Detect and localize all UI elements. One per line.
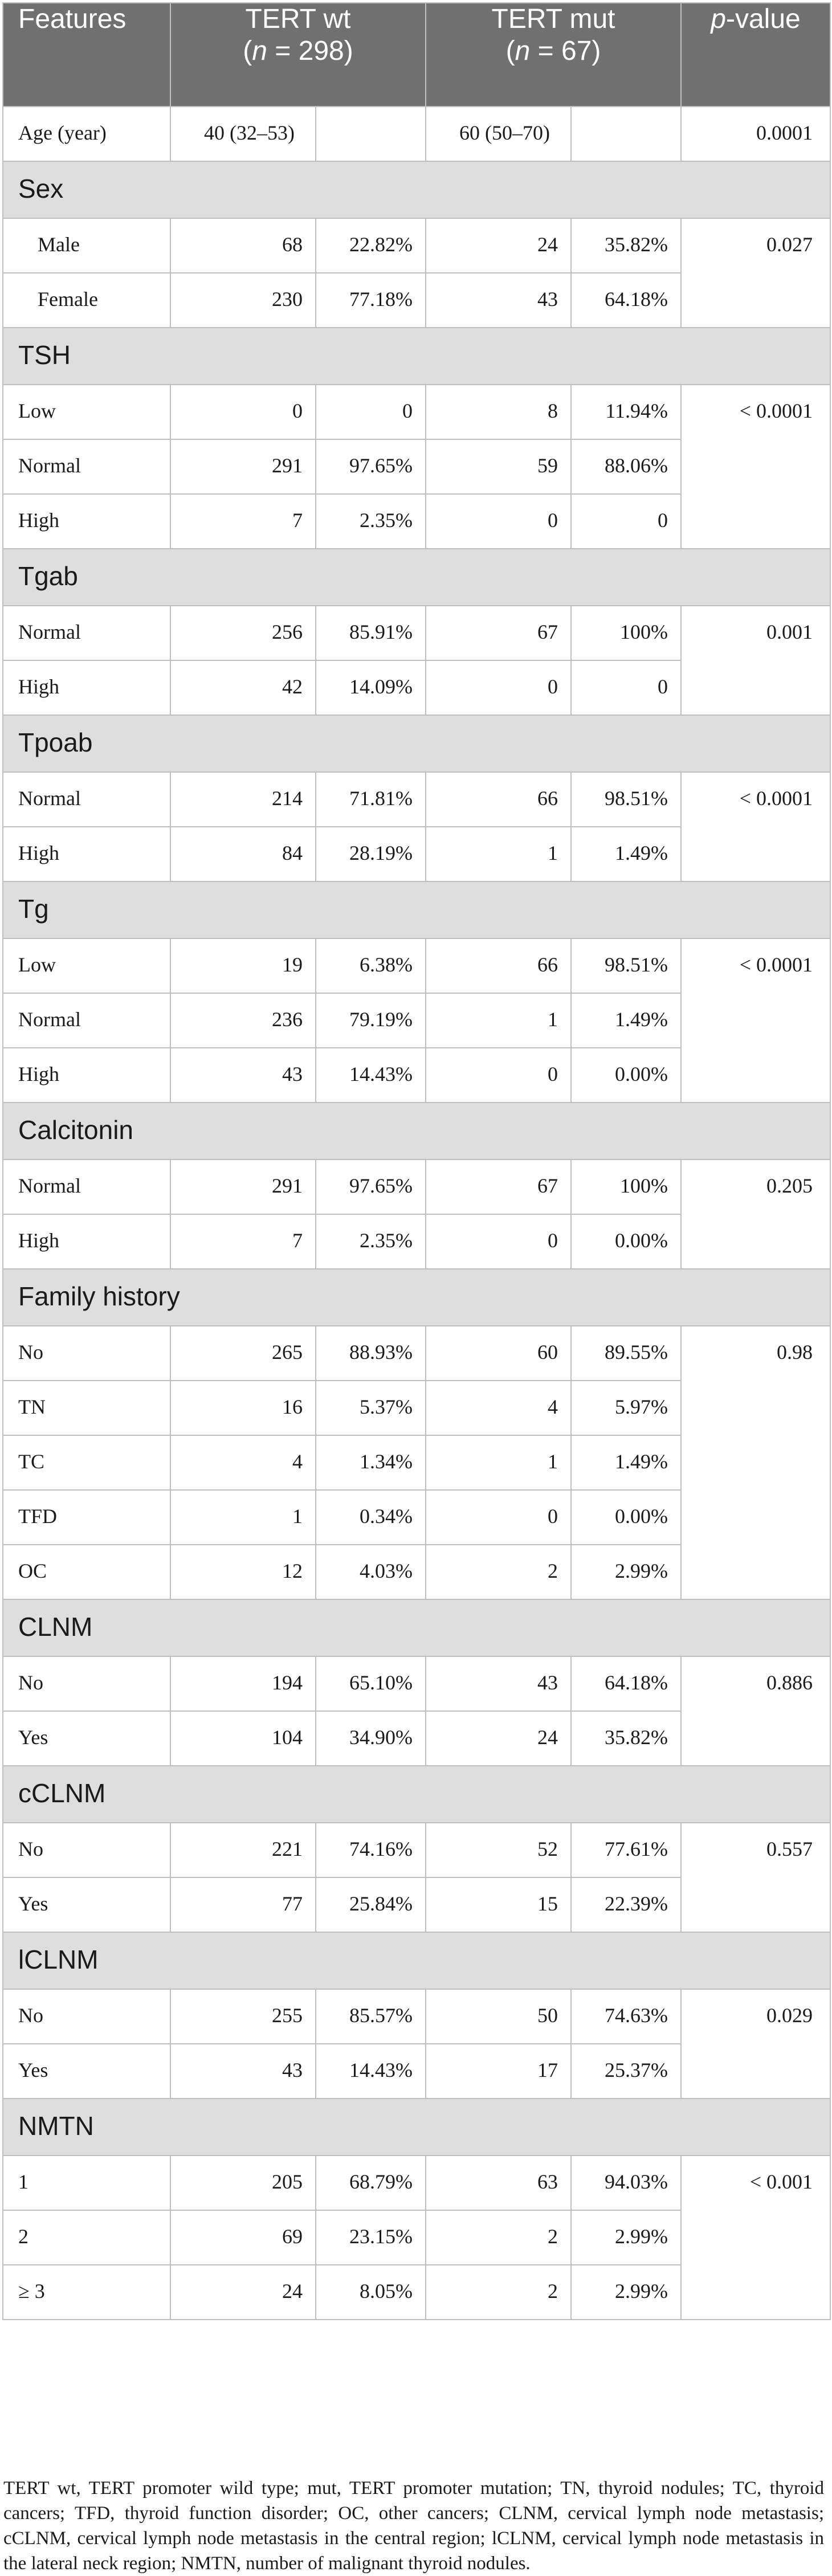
age-p-value: 0.0001 <box>681 107 830 161</box>
wt-count: 265 <box>170 1326 316 1381</box>
mut-percent: 77.61% <box>571 1823 681 1877</box>
section-title: lCLNM <box>3 1932 830 1989</box>
section-p-value: 0.98 <box>681 1326 830 1599</box>
section-title: Family history <box>3 1269 830 1326</box>
section-header-row <box>3 1599 830 1656</box>
section-header-row <box>3 1269 830 1326</box>
wt-count: 221 <box>170 1823 316 1877</box>
mut-count: 43 <box>426 1656 571 1711</box>
section-p-value: < 0.0001 <box>681 772 830 881</box>
row-label: 1 <box>3 2155 170 2210</box>
mut-count: 24 <box>426 218 571 273</box>
features-header: Features <box>3 3 170 107</box>
section-title: TSH <box>3 328 830 385</box>
mut-count: 4 <box>426 1381 571 1435</box>
wt-percent: 85.91% <box>316 606 426 660</box>
wt-count: 16 <box>170 1381 316 1435</box>
table-row <box>3 385 830 439</box>
wt-count: 1 <box>170 1490 316 1545</box>
row-label: OC <box>3 1545 170 1599</box>
mut-count: 67 <box>426 606 571 660</box>
section-p-value: < 0.0001 <box>681 938 830 1103</box>
row-label: No <box>3 1823 170 1877</box>
age-row <box>3 107 830 161</box>
section-header-row <box>3 1932 830 1989</box>
mut-percent: 0.00% <box>571 1048 681 1103</box>
section-title: cCLNM <box>3 1766 830 1823</box>
wt-count: 77 <box>170 1877 316 1932</box>
results-table <box>2 2 831 2320</box>
wt-percent: 14.43% <box>316 1048 426 1103</box>
mut-count: 17 <box>426 2044 571 2099</box>
row-label: Male <box>3 218 170 273</box>
wt-count: 256 <box>170 606 316 660</box>
section-title: CLNM <box>3 1599 830 1656</box>
wt-percent: 0.34% <box>316 1490 426 1545</box>
row-label: Normal <box>3 1160 170 1214</box>
mut-count: 1 <box>426 993 571 1048</box>
wt-count: 43 <box>170 2044 316 2099</box>
wt-percent: 97.65% <box>316 439 426 494</box>
mut-count: 1 <box>426 1435 571 1490</box>
section-header-row <box>3 2099 830 2155</box>
table-row <box>3 1160 830 1214</box>
table-row <box>3 1823 830 1877</box>
section-title: Tpoab <box>3 715 830 772</box>
wt-percent: 0 <box>316 385 426 439</box>
mut-percent: 0 <box>571 660 681 715</box>
wt-percent: 14.43% <box>316 2044 426 2099</box>
wt-count: 43 <box>170 1048 316 1103</box>
wt-percent: 68.79% <box>316 2155 426 2210</box>
mut-count: 24 <box>426 1711 571 1766</box>
wt-percent: 88.93% <box>316 1326 426 1381</box>
wt-count: 194 <box>170 1656 316 1711</box>
wt-count: 0 <box>170 385 316 439</box>
mut-count: 50 <box>426 1989 571 2044</box>
wt-percent: 25.84% <box>316 1877 426 1932</box>
row-label: Female <box>3 273 170 328</box>
wt-percent: 5.37% <box>316 1381 426 1435</box>
wt-percent: 79.19% <box>316 993 426 1048</box>
mut-count: 59 <box>426 439 571 494</box>
row-label: TFD <box>3 1490 170 1545</box>
row-label: ≥ 3 <box>3 2265 170 2320</box>
row-label: Yes <box>3 1711 170 1766</box>
wt-percent: 71.81% <box>316 772 426 827</box>
mut-count: 67 <box>426 1160 571 1214</box>
wt-count: 12 <box>170 1545 316 1599</box>
row-label: Normal <box>3 606 170 660</box>
mut-count: 52 <box>426 1823 571 1877</box>
section-title: Tgab <box>3 549 830 606</box>
mut-percent: 2.99% <box>571 2265 681 2320</box>
mut-percent: 35.82% <box>571 1711 681 1766</box>
p-value-italic: p <box>711 4 726 34</box>
age-wt-value: 40 (32–53) <box>170 107 316 161</box>
wt-count: 19 <box>170 938 316 993</box>
wt-percent: 4.03% <box>316 1545 426 1599</box>
table-footnote: TERT wt, TERT promoter wild type; mut, TERT promoter mutation; TN, thyroid nodules; TC, thyroid cancers; TFD, thyroid function disorder; OC, other cancers; CLNM, cervical lymph node metastasis; cCLNM, cervical lymph node metastasis in the central region; lCLNM, cervical lymph node metastasis in the lateral neck region; NMTN, number of malignant thyroid nodules. <box>3 2478 824 2574</box>
row-label: Normal <box>3 439 170 494</box>
wt-percent: 2.35% <box>316 494 426 549</box>
mut-count: 66 <box>426 938 571 993</box>
mut-percent: 98.51% <box>571 938 681 993</box>
section-p-value: 0.001 <box>681 606 830 715</box>
section-title: Sex <box>3 161 830 218</box>
table-row <box>3 1989 830 2044</box>
mut-percent: 88.06% <box>571 439 681 494</box>
tert-mut-title: TERT mut <box>491 4 615 34</box>
row-label: Yes <box>3 1877 170 1932</box>
wt-count: 205 <box>170 2155 316 2210</box>
section-title: Calcitonin <box>3 1103 830 1160</box>
mut-percent: 100% <box>571 606 681 660</box>
mut-percent: 1.49% <box>571 1435 681 1490</box>
mut-percent: 5.97% <box>571 1381 681 1435</box>
wt-percent: 6.38% <box>316 938 426 993</box>
tert-wt-title: TERT wt <box>245 4 351 34</box>
mut-count: 1 <box>426 827 571 881</box>
table-row <box>3 606 830 660</box>
tert-mut-n-value: = 67 <box>537 36 592 66</box>
age-wt-empty <box>316 107 426 161</box>
table-row <box>3 1656 830 1711</box>
wt-count: 42 <box>170 660 316 715</box>
age-mut-empty <box>571 107 681 161</box>
wt-count: 68 <box>170 218 316 273</box>
row-label: High <box>3 1214 170 1269</box>
row-label: High <box>3 1048 170 1103</box>
mut-percent: 1.49% <box>571 993 681 1048</box>
row-label: TC <box>3 1435 170 1490</box>
mut-count: 66 <box>426 772 571 827</box>
wt-count: 104 <box>170 1711 316 1766</box>
table-row <box>3 772 830 827</box>
wt-count: 7 <box>170 494 316 549</box>
mut-percent: 64.18% <box>571 273 681 328</box>
header-row <box>3 3 830 107</box>
wt-count: 255 <box>170 1989 316 2044</box>
row-label: Low <box>3 385 170 439</box>
row-label: No <box>3 1989 170 2044</box>
row-label: High <box>3 827 170 881</box>
mut-count: 43 <box>426 273 571 328</box>
mut-count: 2 <box>426 1545 571 1599</box>
tert-wt-n-label: n <box>252 36 267 66</box>
row-label: Yes <box>3 2044 170 2099</box>
section-header-row <box>3 1103 830 1160</box>
wt-count: 84 <box>170 827 316 881</box>
mut-percent: 94.03% <box>571 2155 681 2210</box>
p-value-rest: -value <box>725 4 801 34</box>
wt-percent: 8.05% <box>316 2265 426 2320</box>
mut-percent: 100% <box>571 1160 681 1214</box>
mut-count: 60 <box>426 1326 571 1381</box>
mut-count: 0 <box>426 1490 571 1545</box>
mut-count: 15 <box>426 1877 571 1932</box>
tert-mut-n-label: n <box>515 36 531 66</box>
mut-count: 2 <box>426 2265 571 2320</box>
wt-percent: 22.82% <box>316 218 426 273</box>
section-title: NMTN <box>3 2099 830 2155</box>
wt-percent: 28.19% <box>316 827 426 881</box>
mut-count: 2 <box>426 2210 571 2265</box>
wt-percent: 77.18% <box>316 273 426 328</box>
age-mut-value: 60 (50–70) <box>426 107 571 161</box>
section-header-row <box>3 549 830 606</box>
row-label: Low <box>3 938 170 993</box>
row-label: Normal <box>3 993 170 1048</box>
section-p-value: 0.029 <box>681 1989 830 2099</box>
row-label: Normal <box>3 772 170 827</box>
wt-count: 230 <box>170 273 316 328</box>
wt-count: 69 <box>170 2210 316 2265</box>
mut-count: 0 <box>426 1048 571 1103</box>
section-p-value: 0.557 <box>681 1823 830 1932</box>
table-row <box>3 938 830 993</box>
table-row <box>3 1326 830 1381</box>
mut-percent: 0.00% <box>571 1214 681 1269</box>
tert-wt-n-value: = 298 <box>275 36 344 66</box>
wt-percent: 74.16% <box>316 1823 426 1877</box>
wt-count: 24 <box>170 2265 316 2320</box>
section-title: Tg <box>3 881 830 938</box>
mut-count: 0 <box>426 1214 571 1269</box>
mut-percent: 35.82% <box>571 218 681 273</box>
wt-count: 236 <box>170 993 316 1048</box>
wt-percent: 14.09% <box>316 660 426 715</box>
table-row <box>3 2155 830 2210</box>
section-header-row <box>3 715 830 772</box>
mut-percent: 64.18% <box>571 1656 681 1711</box>
section-p-value: 0.205 <box>681 1160 830 1269</box>
wt-count: 291 <box>170 1160 316 1214</box>
section-header-row <box>3 161 830 218</box>
wt-percent: 23.15% <box>316 2210 426 2265</box>
section-p-value: < 0.001 <box>681 2155 830 2320</box>
mut-percent: 2.99% <box>571 1545 681 1599</box>
section-p-value: < 0.0001 <box>681 385 830 549</box>
mut-count: 8 <box>426 385 571 439</box>
mut-percent: 25.37% <box>571 2044 681 2099</box>
mut-percent: 0.00% <box>571 1490 681 1545</box>
wt-percent: 97.65% <box>316 1160 426 1214</box>
tert-wt-header: TERT wt (n = 298) <box>170 3 426 107</box>
age-label: Age (year) <box>3 107 170 161</box>
row-label: No <box>3 1326 170 1381</box>
wt-count: 214 <box>170 772 316 827</box>
tert-mut-header: TERT mut (n = 67) <box>426 3 681 107</box>
section-p-value: 0.886 <box>681 1656 830 1766</box>
mut-percent: 98.51% <box>571 772 681 827</box>
mut-percent: 1.49% <box>571 827 681 881</box>
wt-percent: 2.35% <box>316 1214 426 1269</box>
section-header-row <box>3 328 830 385</box>
mut-percent: 2.99% <box>571 2210 681 2265</box>
table-row <box>3 218 830 273</box>
mut-percent: 22.39% <box>571 1877 681 1932</box>
wt-percent: 65.10% <box>316 1656 426 1711</box>
mut-percent: 74.63% <box>571 1989 681 2044</box>
wt-count: 7 <box>170 1214 316 1269</box>
wt-percent: 34.90% <box>316 1711 426 1766</box>
wt-count: 291 <box>170 439 316 494</box>
wt-percent: 85.57% <box>316 1989 426 2044</box>
section-p-value: 0.027 <box>681 218 830 328</box>
wt-percent: 1.34% <box>316 1435 426 1490</box>
p-value-header <box>681 3 830 107</box>
row-label: TN <box>3 1381 170 1435</box>
row-label: High <box>3 660 170 715</box>
mut-percent: 89.55% <box>571 1326 681 1381</box>
section-header-row <box>3 1766 830 1823</box>
wt-count: 4 <box>170 1435 316 1490</box>
mut-count: 63 <box>426 2155 571 2210</box>
mut-percent: 11.94% <box>571 385 681 439</box>
section-header-row <box>3 881 830 938</box>
mut-count: 0 <box>426 494 571 549</box>
mut-percent: 0 <box>571 494 681 549</box>
row-label: High <box>3 494 170 549</box>
row-label: No <box>3 1656 170 1711</box>
row-label: 2 <box>3 2210 170 2265</box>
mut-count: 0 <box>426 660 571 715</box>
